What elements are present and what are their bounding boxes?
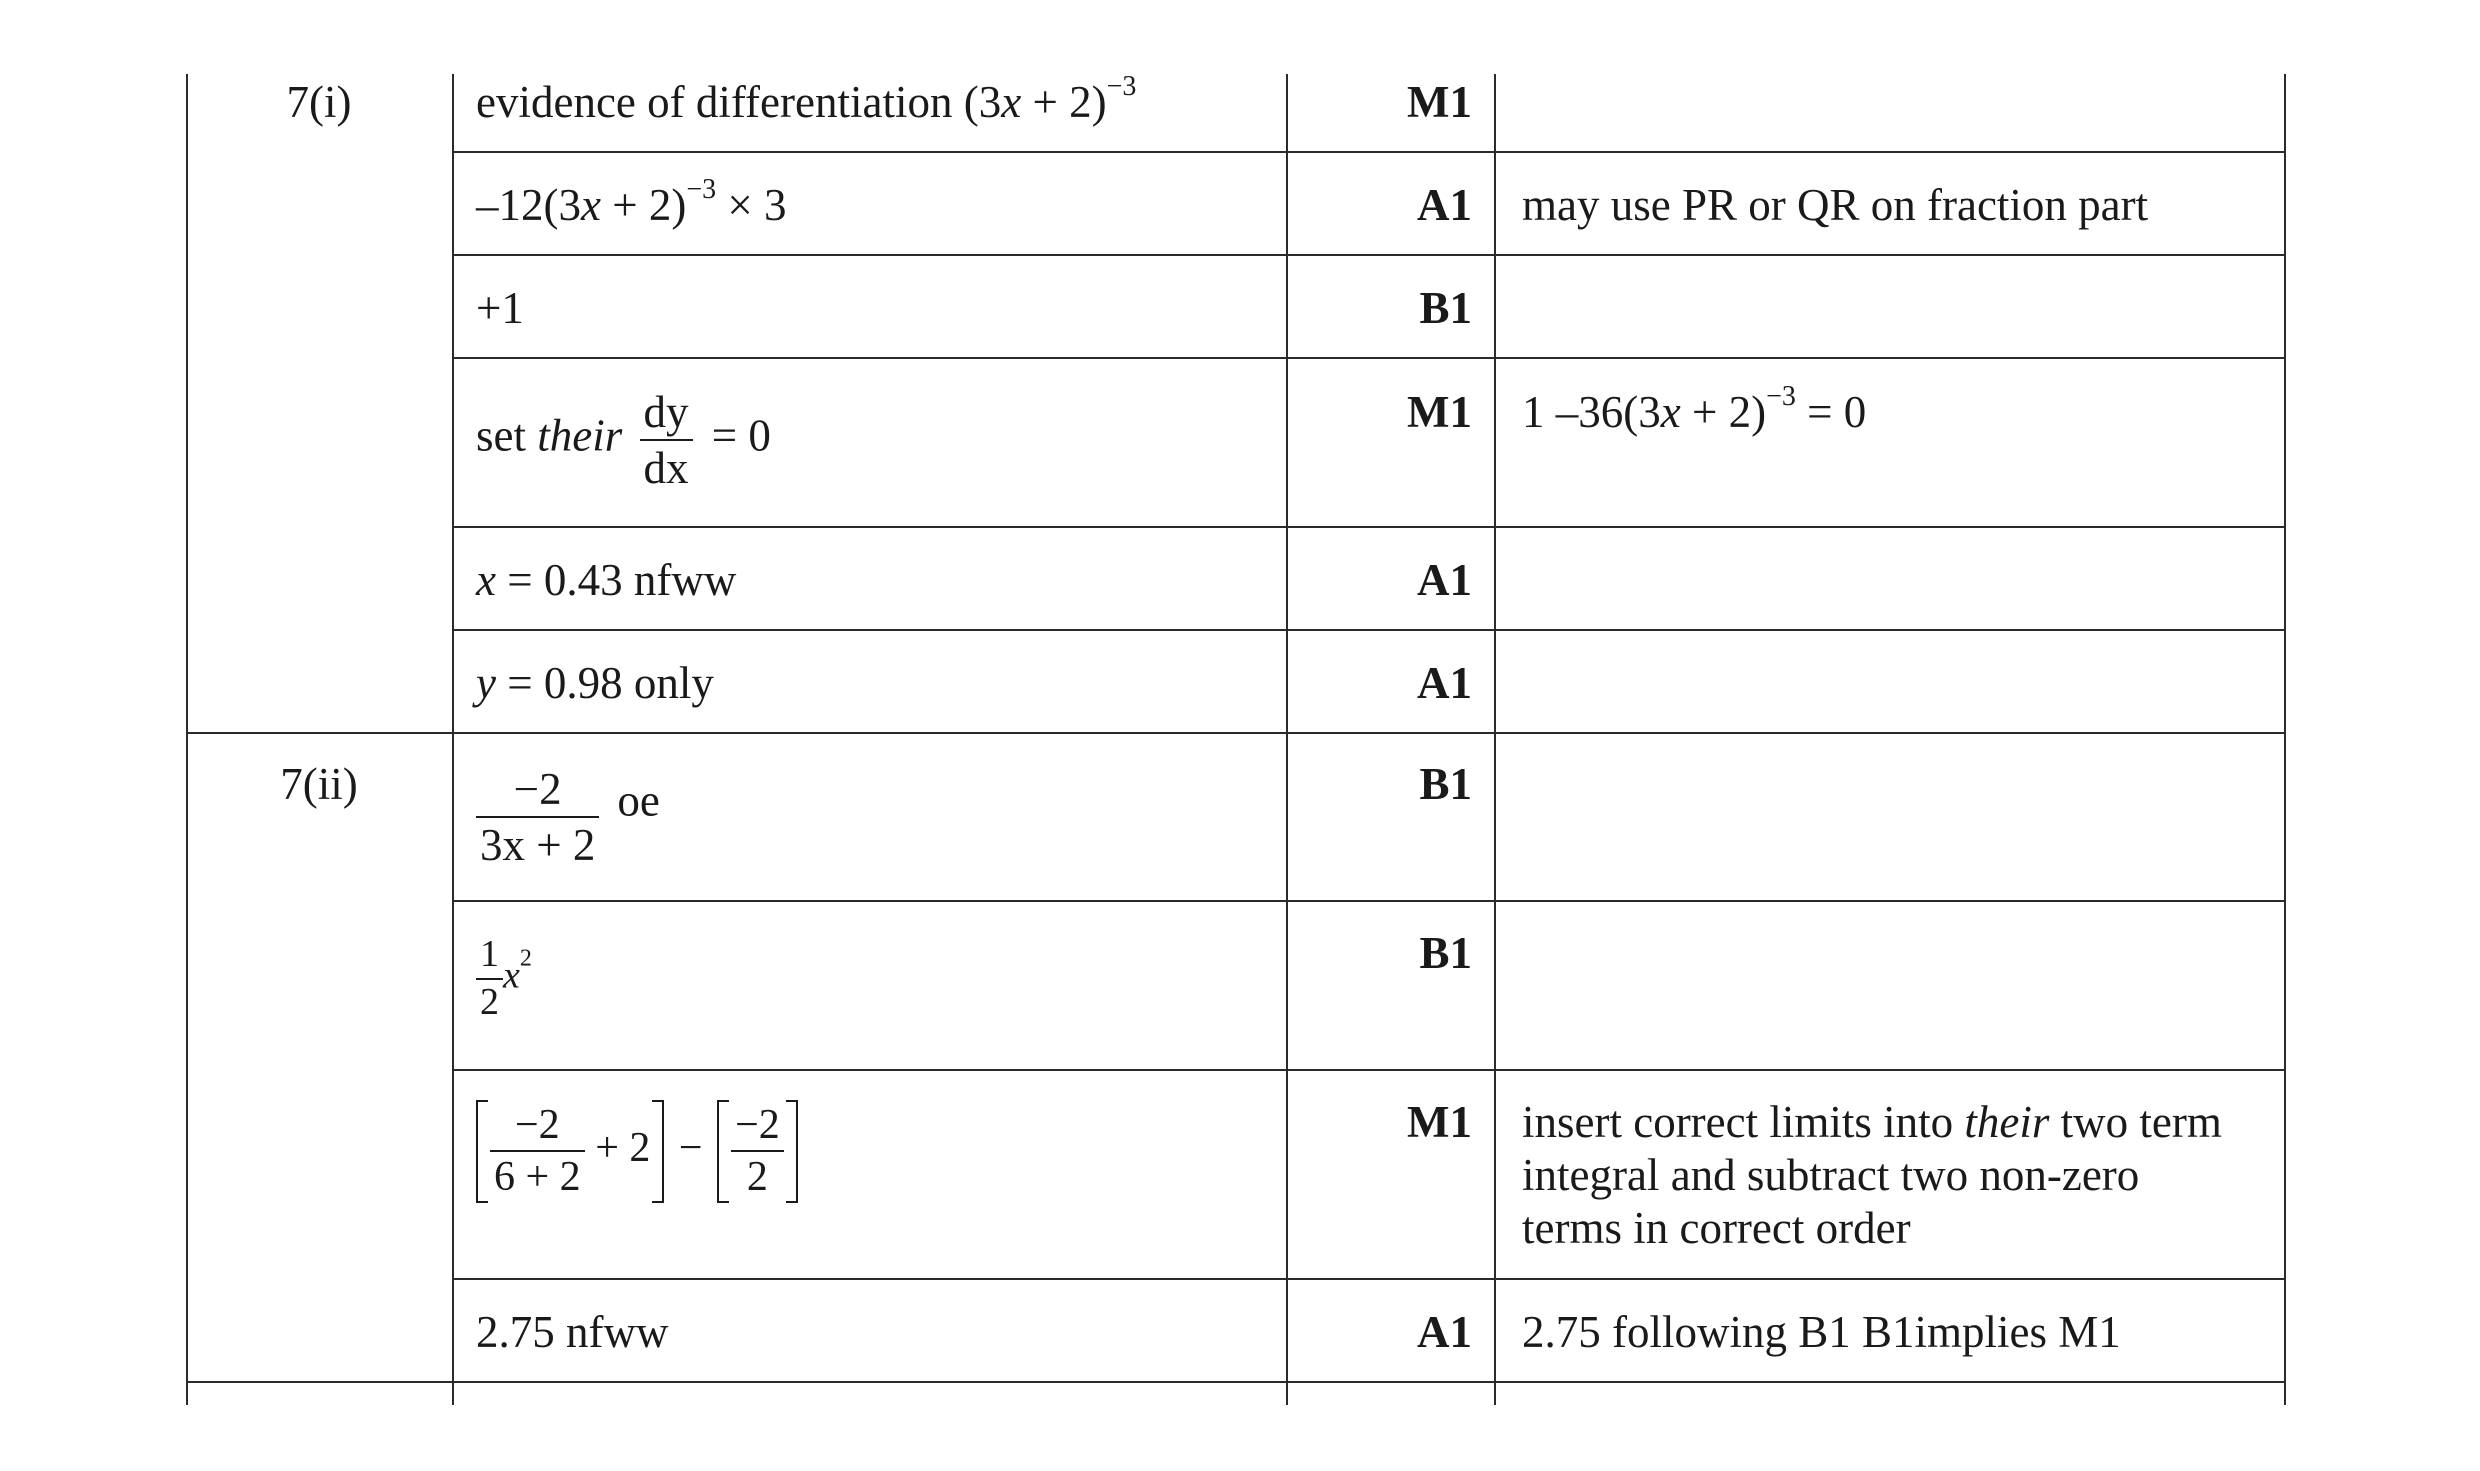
table-border-left — [186, 74, 188, 1405]
row-divider — [452, 1278, 2286, 1280]
mark-cell: A1 — [1417, 1307, 1472, 1357]
answer-cell — [476, 385, 771, 495]
answer-text: evidence of differentiation (3 — [476, 77, 1002, 127]
row-divider — [452, 900, 2286, 902]
row-divider — [452, 151, 2286, 153]
answer-cell — [476, 553, 736, 607]
upper-limit-fraction — [490, 1100, 585, 1203]
half-fraction — [476, 932, 503, 1025]
answer-cell — [476, 932, 532, 1025]
limit-bracket-upper — [476, 1100, 664, 1203]
exponent: 2 — [519, 945, 532, 972]
variable: y — [476, 658, 496, 708]
minus-sign: − — [678, 1125, 703, 1172]
variable: x — [503, 954, 520, 997]
table-border-right — [2284, 74, 2286, 1405]
fraction-numerator: −2 — [735, 1102, 780, 1148]
exponent: −3 — [686, 174, 717, 205]
answer-text: set — [476, 410, 538, 461]
variable: x — [1001, 77, 1022, 127]
fraction-numerator: −2 — [513, 764, 562, 814]
answer-text: oe — [617, 775, 660, 826]
fraction-denominator: 6 + 2 — [490, 1150, 585, 1202]
mark-cell: B1 — [1419, 283, 1472, 333]
guidance-text: 1 –36(3 — [1522, 387, 1661, 437]
mark-cell: M1 — [1407, 77, 1472, 127]
derivative-fraction — [640, 385, 693, 495]
answer-text-italic: their — [537, 410, 623, 461]
mark-cell: M1 — [1407, 1097, 1472, 1147]
variable: x — [476, 555, 496, 605]
question-label-7ii: 7(ii) — [280, 759, 358, 809]
guidance-text-italic: their — [1964, 1097, 2050, 1147]
table-bottom-border — [186, 1381, 2286, 1383]
fraction-denominator: dx — [640, 439, 693, 495]
answer-cell: 2.75 nfww — [476, 1307, 669, 1357]
guidance-text: + 2) — [1680, 387, 1767, 437]
guidance-cell — [1522, 381, 1867, 439]
fraction-denominator: 2 — [731, 1150, 784, 1202]
guidance-text: insert correct limits into — [1522, 1097, 1965, 1147]
mark-cell: B1 — [1419, 759, 1472, 809]
row-divider — [452, 629, 2286, 631]
table-divider-guidance — [1494, 74, 1496, 1405]
answer-cell: +1 — [476, 283, 524, 333]
row-divider — [452, 1069, 2286, 1071]
mark-cell: A1 — [1417, 180, 1472, 230]
question-label-7i: 7(i) — [286, 77, 352, 127]
row-divider — [452, 526, 2286, 528]
answer-text: –12(3 — [476, 180, 581, 230]
log-fraction — [476, 762, 599, 872]
guidance-text: = 0 — [1795, 387, 1867, 437]
answer-text: = 0 — [711, 410, 771, 461]
answer-text: + 2 — [595, 1125, 651, 1172]
answer-text: + 2) — [600, 180, 687, 230]
table-divider-marks — [1286, 74, 1288, 1405]
guidance-cell: may use PR or QR on fraction part — [1522, 180, 2149, 230]
table-divider-answer — [452, 74, 454, 1405]
guidance-cell: 2.75 following B1 B1implies M1 — [1522, 1307, 2121, 1357]
limit-bracket-lower — [717, 1100, 798, 1203]
answer-text: = 0.98 only — [495, 658, 714, 708]
fraction-denominator: 2 — [476, 978, 503, 1026]
fraction-denominator: 3x + 2 — [476, 816, 599, 872]
mark-cell: M1 — [1407, 387, 1472, 437]
variable: x — [1660, 387, 1681, 437]
answer-text: + 2) — [1021, 77, 1107, 127]
guidance-cell — [1522, 1096, 2242, 1255]
guidance-text: two term integral and subtract two non-zero terms in correct order — [1522, 1097, 2222, 1253]
fraction-numerator: dy — [643, 387, 689, 437]
answer-cell — [476, 174, 787, 232]
exponent: −3 — [1766, 381, 1796, 412]
lower-limit-fraction — [731, 1100, 784, 1203]
answer-cell — [476, 656, 714, 710]
answer-text: = 0.43 nfww — [495, 555, 737, 605]
variable: x — [581, 180, 601, 230]
mark-cell: A1 — [1417, 658, 1472, 708]
mark-cell: B1 — [1419, 928, 1472, 978]
row-divider — [452, 254, 2286, 256]
fraction-numerator: −2 — [515, 1102, 560, 1148]
mark-cell: A1 — [1417, 555, 1472, 605]
answer-text: × 3 — [716, 180, 787, 230]
fraction-numerator: 1 — [480, 933, 499, 975]
answer-cell — [476, 71, 1137, 129]
answer-cell — [476, 1100, 798, 1203]
exponent: −3 — [1106, 71, 1137, 102]
row-divider — [452, 357, 2286, 359]
answer-cell — [476, 762, 660, 872]
question-divider — [186, 732, 2286, 734]
